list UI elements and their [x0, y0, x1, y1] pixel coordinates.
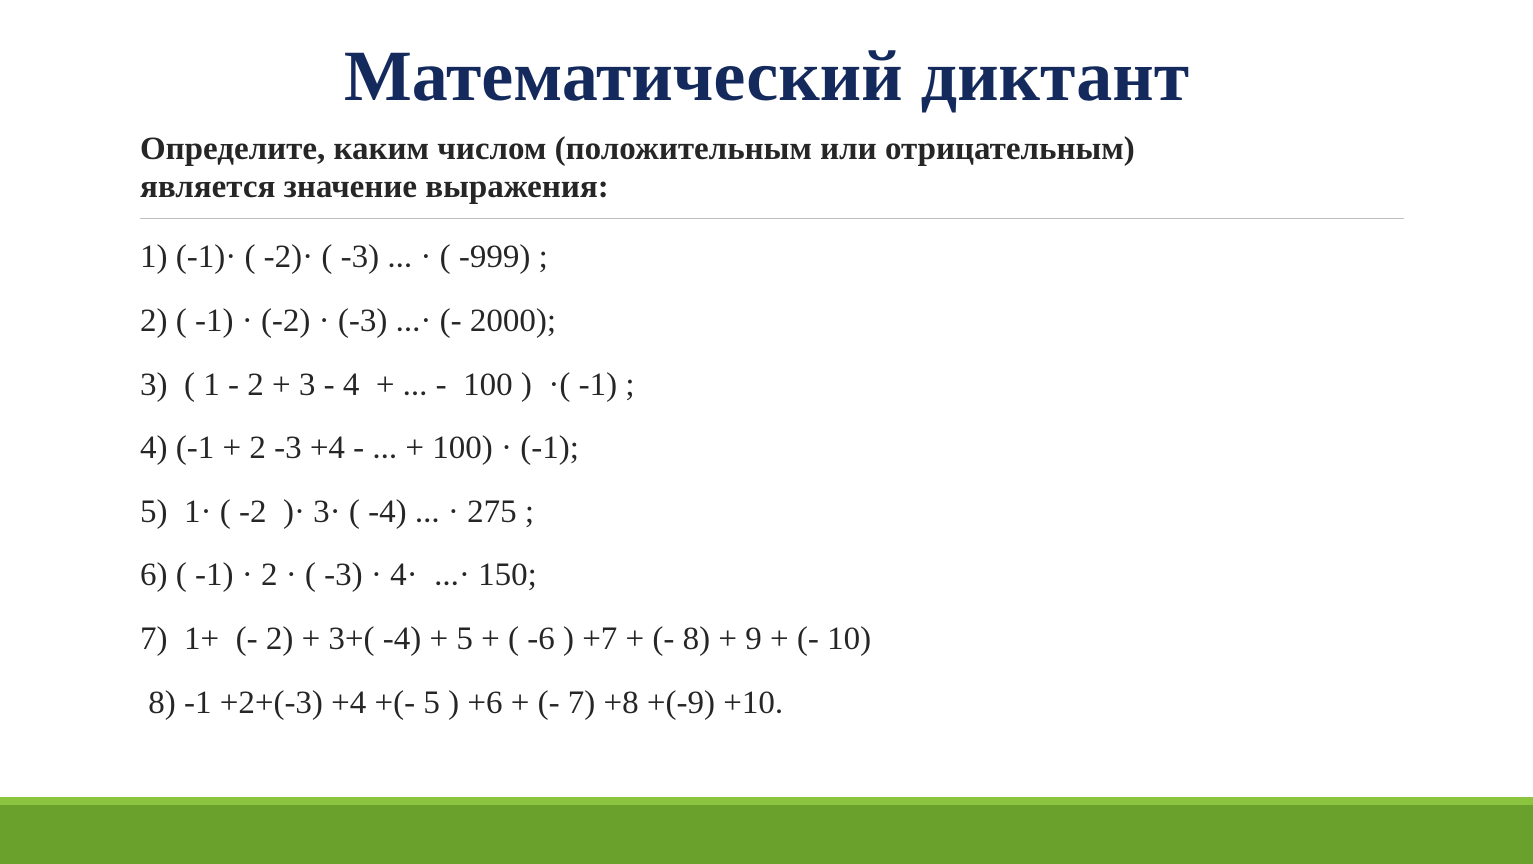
expression-item-7: 7) 1+ (- 2) + 3+( -4) + 5 + ( -6 ) +7 + (- 8) + 9 + (- 10)	[140, 621, 872, 657]
divider	[140, 218, 1404, 219]
expression-item-2: 2) ( -1) · (-2) · (-3) ...· (- 2000);	[140, 303, 556, 339]
footer-bar	[0, 805, 1533, 864]
footer-stripe-light	[0, 797, 1533, 805]
instruction-line-2: является значение выражения:	[140, 169, 609, 205]
slide-title: Математический диктант	[343, 36, 1190, 116]
instruction	[140, 130, 1400, 206]
expression-item-4: 4) (-1 + 2 -3 +4 - ... + 100) · (-1);	[140, 430, 579, 466]
expression-item-8: 8) -1 +2+(-3) +4 +(- 5 ) +6 + (- 7) +8 +(-9) +10.	[140, 685, 784, 721]
expression-item-1: 1) (-1)· ( -2)· ( -3) ... · ( -999) ;	[140, 239, 548, 275]
expression-item-6: 6) ( -1) · 2 · ( -3) · 4· ...· 150;	[140, 557, 537, 593]
instruction-line-1: Определите, каким числом (положительным или отрицательным)	[140, 131, 1135, 167]
expression-item-5: 5) 1· ( -2 )· 3· ( -4) ... · 275 ;	[140, 494, 535, 530]
expression-item-3: 3) ( 1 - 2 + 3 - 4 + ... - 100 ) ·( -1) ;	[140, 367, 635, 403]
